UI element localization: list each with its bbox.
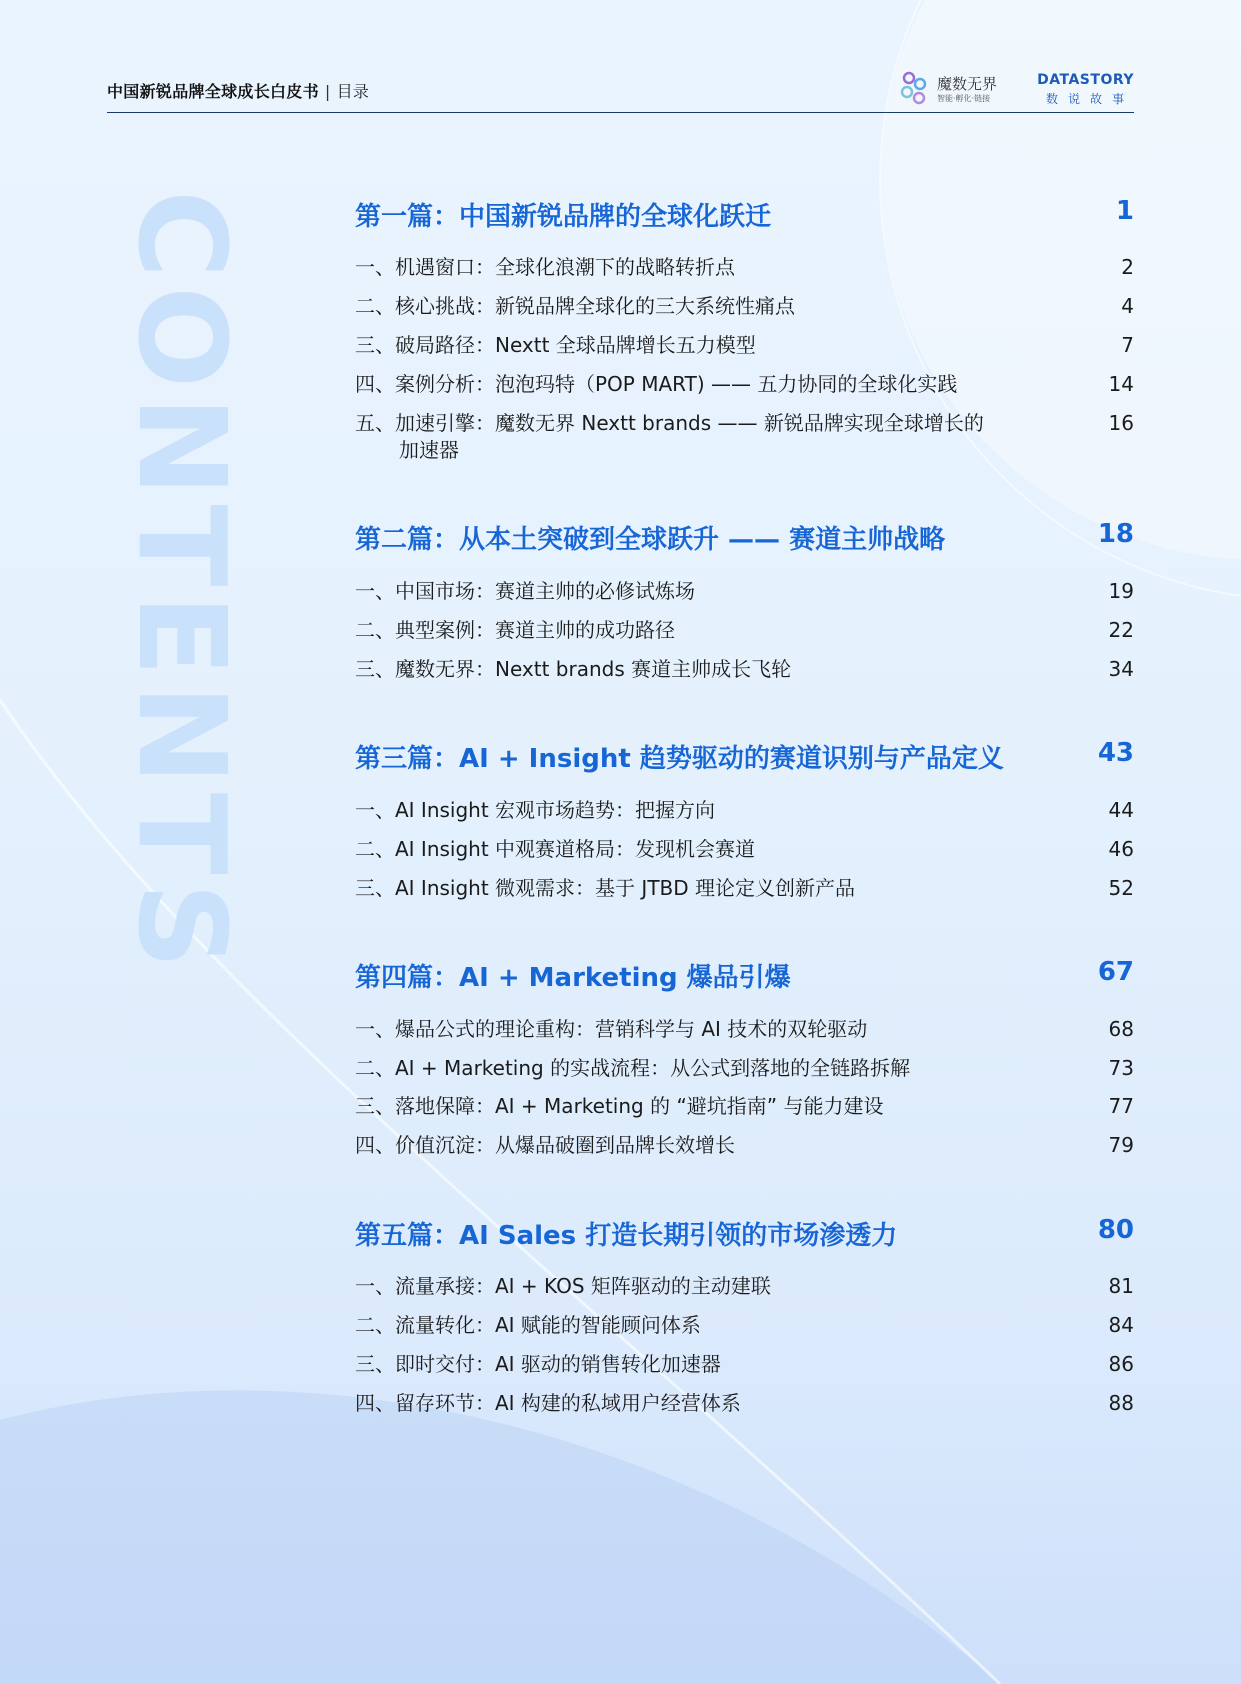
entry-title: 二、核心挑战：新锐品牌全球化的三大系统性痛点: [355, 294, 795, 318]
datastory-logo: [1024, 72, 1134, 106]
section-title: 第一篇：中国新锐品牌的全球化跃迁: [355, 202, 772, 232]
entry-page: 2: [1121, 255, 1134, 279]
mosu-logo: [896, 70, 1006, 106]
contents-watermark: CONTENTS: [111, 190, 250, 978]
entry-page: 68: [1108, 1017, 1134, 1041]
entry-title: 一、中国市场：赛道主帅的必修试炼场: [355, 579, 695, 603]
section-title: 第二篇：从本土突破到全球跃升 —— 赛道主帅战略: [355, 525, 946, 555]
entry-page: 84: [1108, 1313, 1134, 1337]
entry-title: 一、流量承接：AI + KOS 矩阵驱动的主动建联: [355, 1274, 771, 1298]
toc-entry[interactable]: [355, 410, 1134, 466]
toc-section-3[interactable]: [355, 738, 1134, 778]
entry-page: 86: [1108, 1352, 1134, 1376]
entry-title-continued: 加速器: [399, 438, 459, 462]
entry-title: 三、破局路径：Nextt 全球品牌增长五力模型: [355, 333, 756, 357]
entry-title: 三、落地保障：AI + Marketing 的 “避坑指南” 与能力建设: [355, 1094, 884, 1118]
datastory-logo-name: DATASTORY: [1037, 72, 1134, 88]
entry-page: 79: [1108, 1133, 1134, 1157]
entry-title: 四、案例分析：泡泡玛特（POP MART) —— 五力协同的全球化实践: [355, 372, 958, 396]
entry-page: 14: [1108, 372, 1134, 396]
entry-title: 二、AI + Marketing 的实战流程：从公式到落地的全链路拆解: [355, 1056, 911, 1080]
entry-title: 二、典型案例：赛道主帅的成功路径: [355, 618, 675, 642]
entry-title: 二、流量转化：AI 赋能的智能顾问体系: [355, 1313, 701, 1337]
entry-title: 三、即时交付：AI 驱动的销售转化加速器: [355, 1352, 721, 1376]
entry-page: 81: [1108, 1274, 1134, 1298]
entry-title: 四、留存环节：AI 构建的私域用户经营体系: [355, 1391, 741, 1415]
header-separator: |: [324, 82, 331, 101]
entry-page: 22: [1108, 618, 1134, 642]
entry-page: 44: [1108, 798, 1134, 822]
toc-section-1[interactable]: [355, 196, 1134, 236]
toc-section-5[interactable]: [355, 1215, 1134, 1255]
header-title-group: [107, 79, 369, 102]
header-section: 目录: [336, 82, 370, 101]
entry-page: 88: [1108, 1391, 1134, 1415]
document-title: 中国新锐品牌全球成长白皮书: [107, 82, 319, 101]
entry-title: 三、魔数无界：Nextt brands 赛道主帅成长飞轮: [355, 657, 792, 681]
toc-section-2[interactable]: [355, 519, 1134, 559]
entry-page: 16: [1108, 411, 1134, 435]
datastory-logo-cn: 数说故事: [1045, 92, 1134, 106]
entry-page: 73: [1108, 1056, 1134, 1080]
entry-title: 三、AI Insight 微观需求：基于 JTBD 理论定义创新产品: [355, 876, 856, 900]
mosu-logo-icon: [896, 70, 932, 106]
entry-title: 二、AI Insight 中观赛道格局：发现机会赛道: [355, 837, 756, 861]
section-title: 第三篇：AI + Insight 趋势驱动的赛道识别与产品定义: [355, 744, 1004, 774]
section-page: 18: [1097, 519, 1134, 549]
section-page: 43: [1097, 738, 1134, 768]
toc-section-4[interactable]: [355, 957, 1134, 997]
entry-title: 五、加速引擎：魔数无界 Nextt brands —— 新锐品牌实现全球增长的: [355, 411, 984, 435]
entry-page: 52: [1108, 876, 1134, 900]
entry-page: 77: [1108, 1094, 1134, 1118]
section-page: 80: [1097, 1215, 1134, 1245]
entry-title: 四、价值沉淀：从爆品破圈到品牌长效增长: [355, 1133, 735, 1157]
entry-page: 4: [1121, 294, 1134, 318]
entry-page: 19: [1108, 579, 1134, 603]
entry-title: 一、机遇窗口：全球化浪潮下的战略转折点: [355, 255, 735, 279]
mosu-logo-tagline: 智能·孵化·链接: [937, 94, 991, 103]
section-title: 第四篇：AI + Marketing 爆品引爆: [355, 963, 791, 993]
entry-page: 7: [1121, 333, 1134, 357]
section-page: 1: [1115, 196, 1134, 226]
section-title: 第五篇：AI Sales 打造长期引领的市场渗透力: [355, 1221, 898, 1251]
entry-title: 一、AI Insight 宏观市场趋势：把握方向: [355, 798, 716, 822]
mosu-logo-name: 魔数无界: [937, 75, 998, 93]
page-header: [107, 70, 1134, 113]
entry-page: 34: [1108, 657, 1134, 681]
entry-page: 46: [1108, 837, 1134, 861]
section-page: 67: [1097, 957, 1134, 987]
entry-title: 一、爆品公式的理论重构：营销科学与 AI 技术的双轮驱动: [355, 1017, 868, 1041]
